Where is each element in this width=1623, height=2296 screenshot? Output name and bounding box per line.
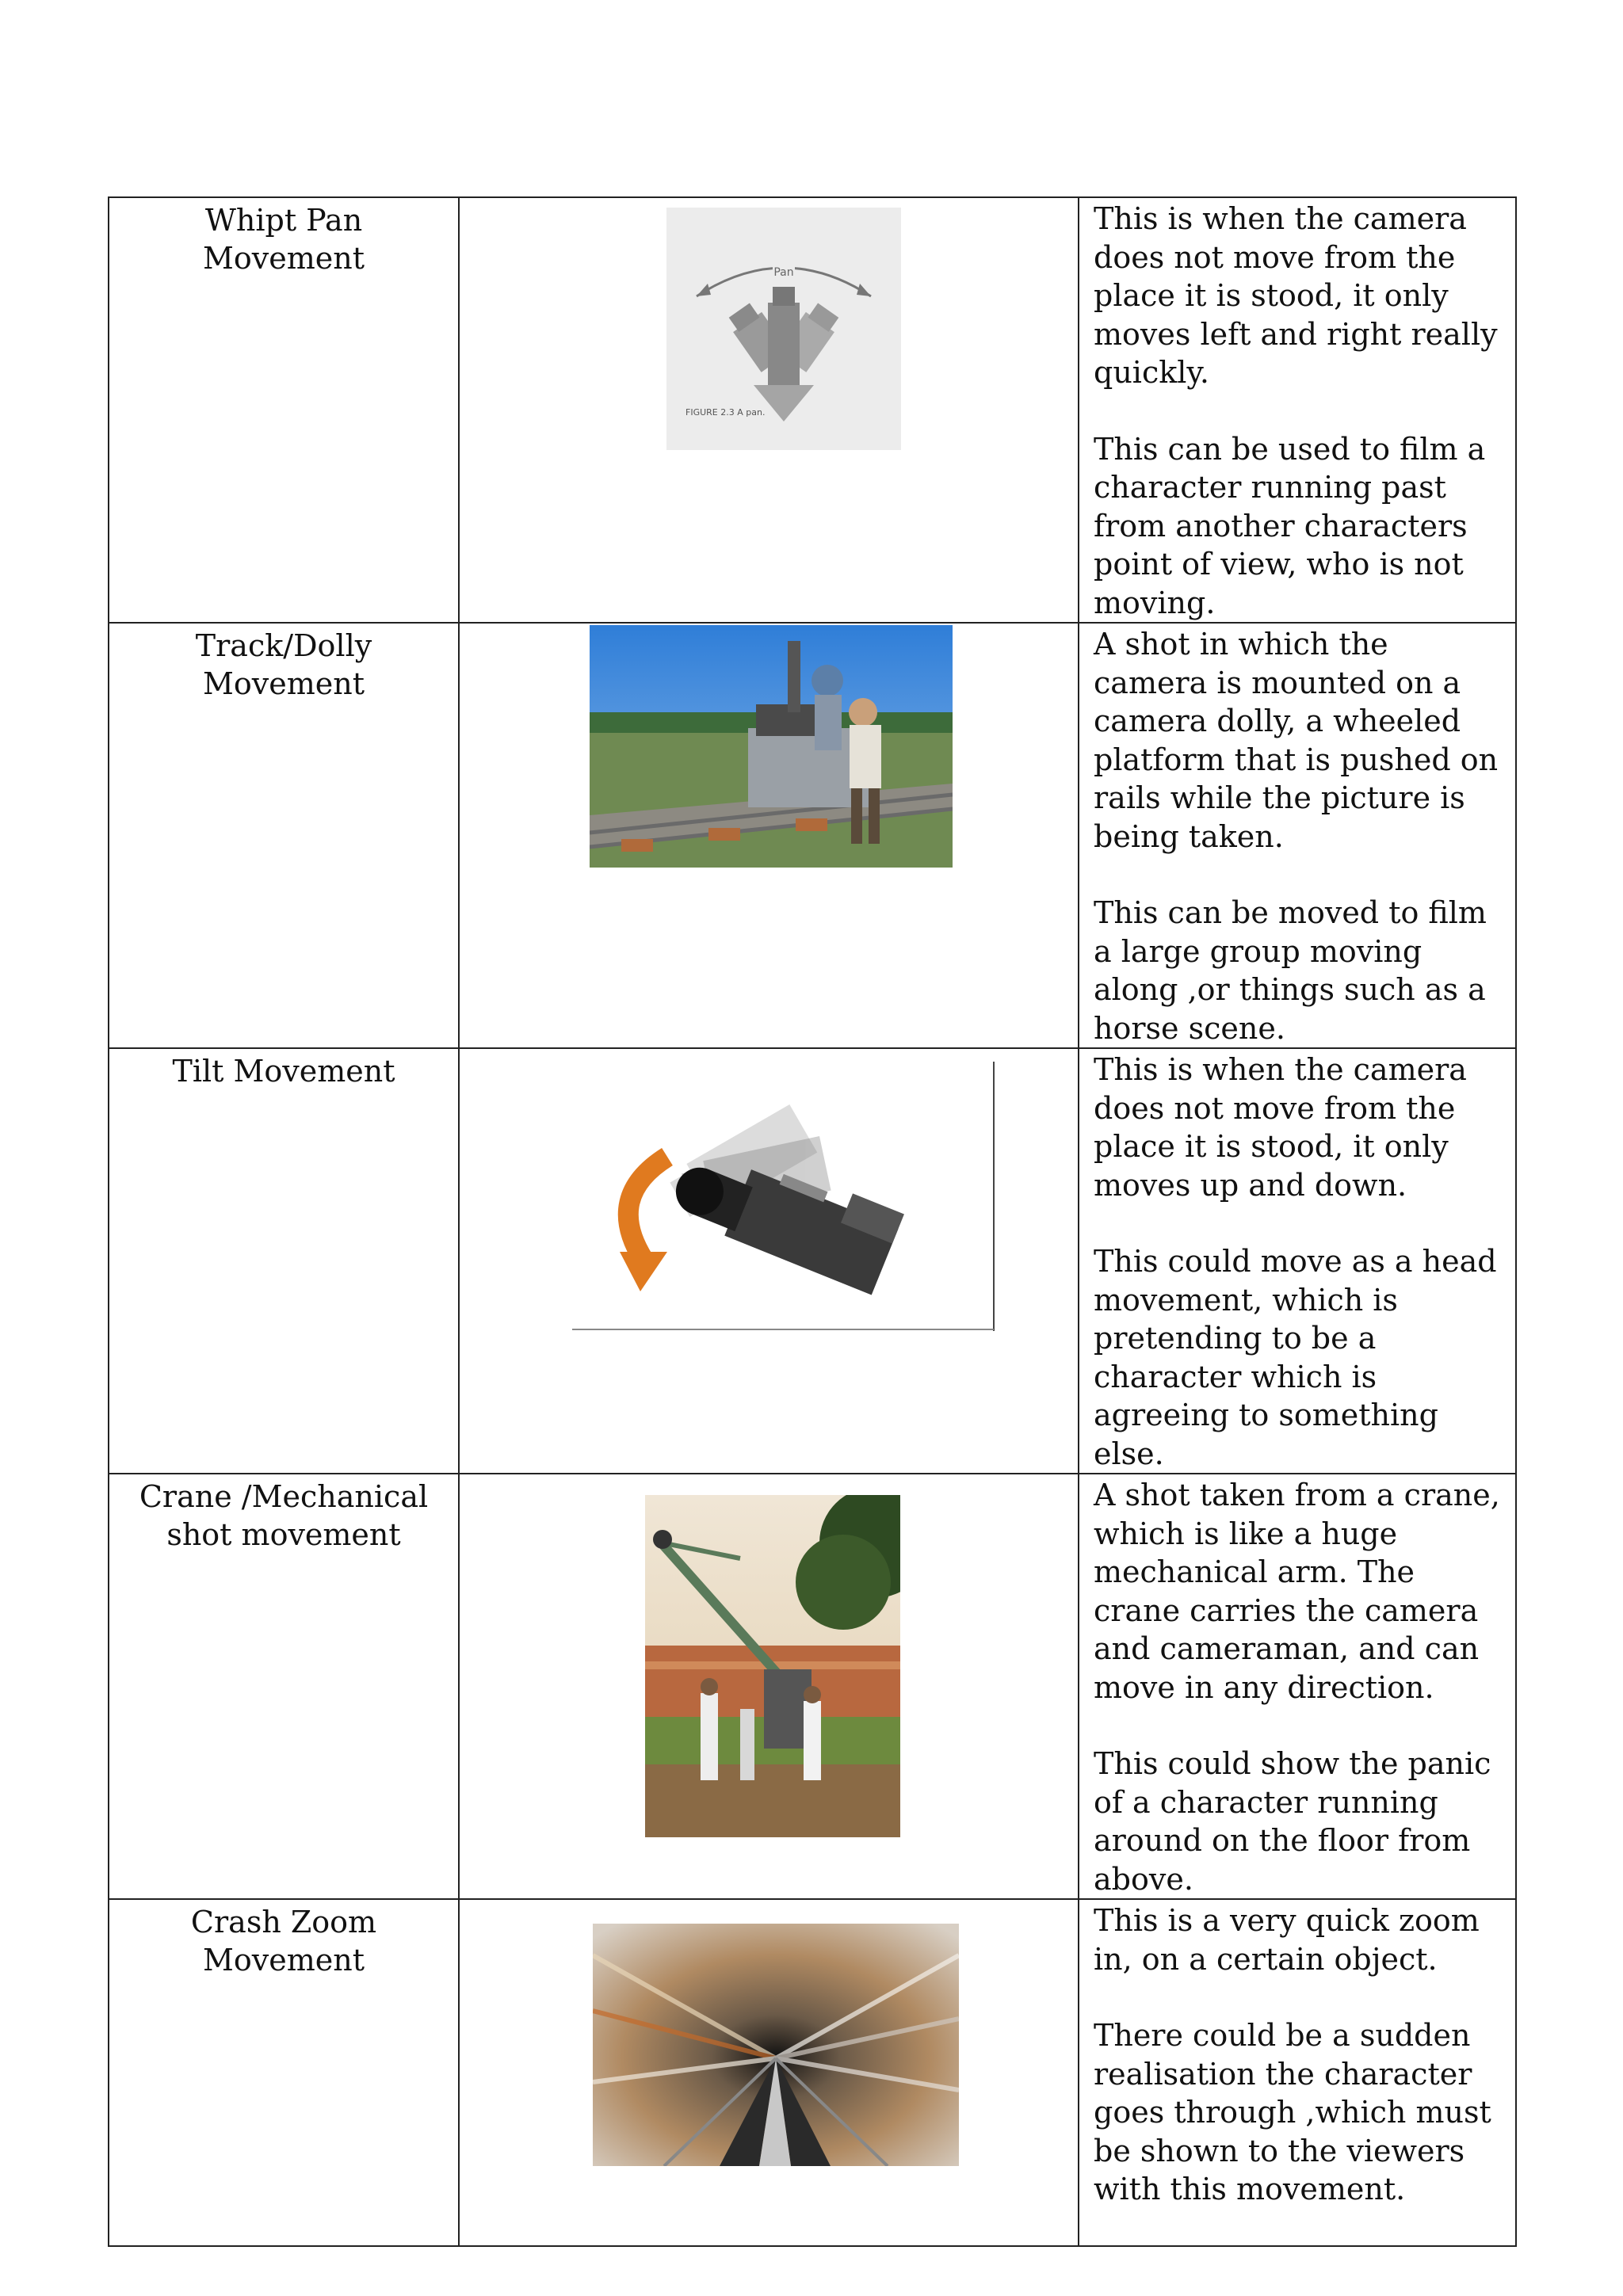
movement-description [1079,623,1516,1048]
image-cell [459,1048,1079,1474]
table-row [109,197,1516,623]
crane-image [645,1495,900,1837]
movement-description [1079,1474,1516,1899]
svg-text:FIGURE 2.3 A pan.: FIGURE 2.3 A pan. [685,407,766,418]
movement-description [1079,1899,1516,2246]
example-paragraph: There could be a sudden realisation the character goes through ,which must be shown to the viewers with this movement. [1094,2018,1491,2206]
movement-name: Track/Dolly Movement [109,623,459,1048]
table-row [109,1474,1516,1899]
svg-text:Pan: Pan [773,266,794,279]
camera-movement-table [108,196,1517,2247]
example-paragraph: This can be used to film a character running past from another characters point of view, who is not moving. [1094,431,1486,620]
description-paragraph: This is a very quick zoom in, on a certain object. [1094,1903,1480,1977]
description-paragraph: A shot taken from a crane, which is like a huge mechanical arm. The crane carries the camera and cameraman, and can move in any direction. [1094,1478,1500,1705]
table-row [109,1899,1516,2246]
zoom-tunnel-image [593,1924,959,2166]
movement-name: Whipt Pan Movement [109,197,459,623]
tilt-camera-image [572,1062,997,1333]
description-paragraph: A shot in which the camera is mounted on a camera dolly, a wheeled platform that is pushed on rails while the picture is being taken. [1094,627,1499,854]
movement-name: Crane /Mechanical shot movement [109,1474,459,1899]
example-paragraph: This could move as a head movement, which is pretending to be a character which is agreeing to something else. [1094,1244,1497,1471]
description-paragraph: This is when the camera does not move from the place it is stood, it only moves left and right really quickly. [1094,201,1498,390]
image-cell [459,1899,1079,2246]
movement-description [1079,197,1516,623]
dolly-track-image [590,625,953,868]
image-cell [459,1474,1079,1899]
pan-diagram-image [666,208,901,450]
image-cell [459,197,1079,623]
image-cell [459,623,1079,1048]
example-paragraph: This can be moved to film a large group moving along ,or things such as a horse scene. [1094,895,1487,1046]
table-row [109,623,1516,1048]
movement-name: Crash Zoom Movement [109,1899,459,2246]
table-row [109,1048,1516,1474]
example-paragraph: This could show the panic of a character running around on the floor from above. [1094,1746,1491,1897]
movement-name: Tilt Movement [109,1048,459,1474]
movement-description [1079,1048,1516,1474]
description-paragraph: This is when the camera does not move from the place it is stood, it only moves up and down. [1094,1052,1467,1203]
